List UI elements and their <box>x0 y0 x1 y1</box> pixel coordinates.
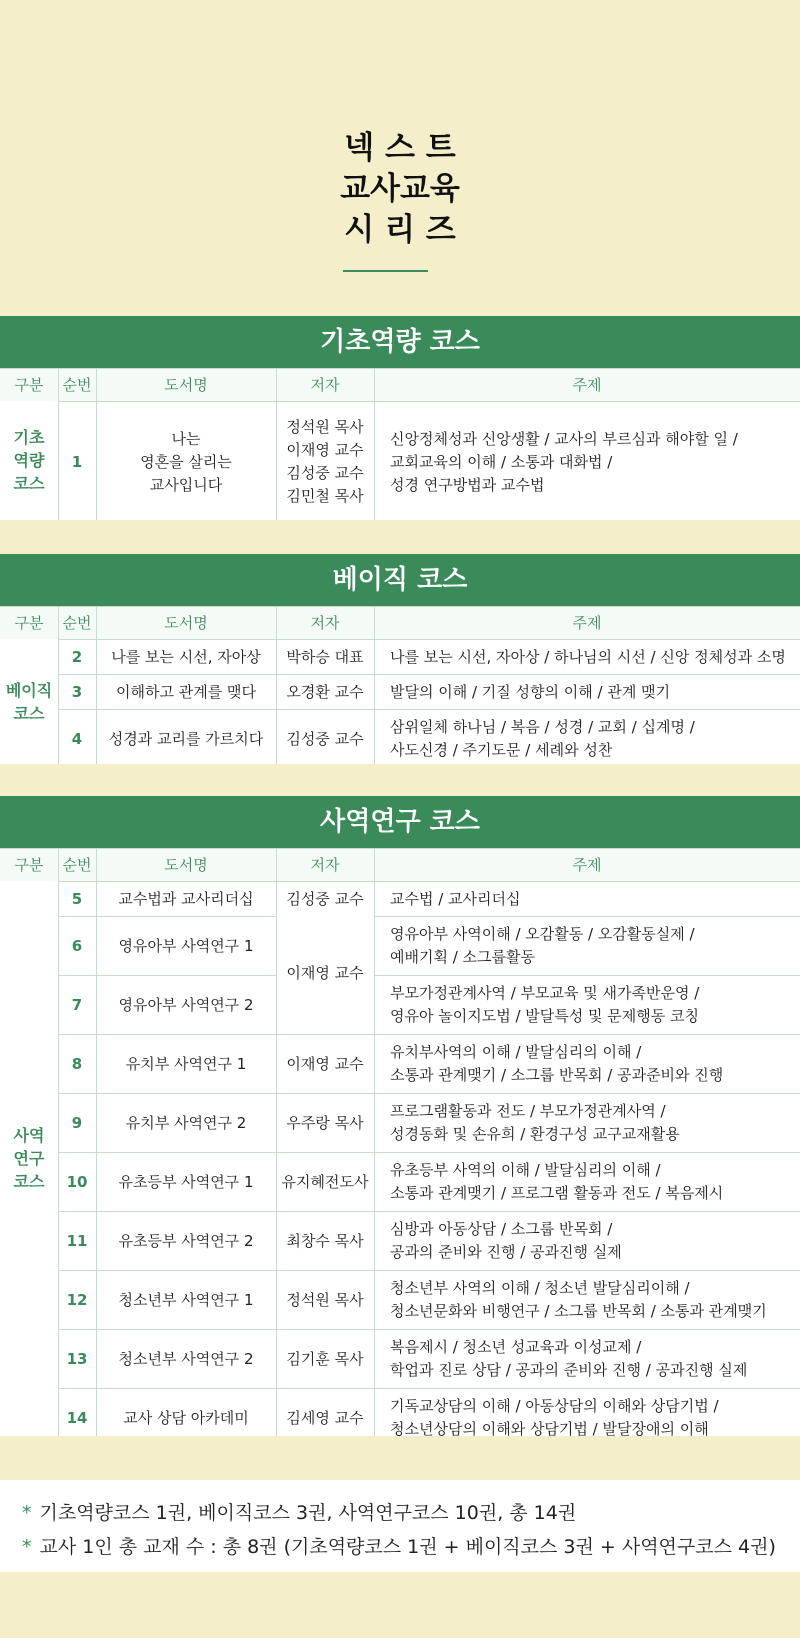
author-name: 오경환 교수 <box>286 682 364 701</box>
title-line-2: 교사교육 <box>340 171 460 207</box>
book-title: 교수법과 교사리더십 <box>118 889 254 908</box>
table-row <box>0 1211 800 1270</box>
book-title: 유초등부 사역연구 1 <box>118 1172 254 1191</box>
header-author: 저자 <box>310 375 340 394</box>
course-group-label: 사역 연구 코스 <box>0 881 58 1436</box>
table-row <box>0 1270 800 1329</box>
header-gubun: 구분 <box>14 613 44 632</box>
author-name: 김세영 교수 <box>286 1408 364 1427</box>
notes-box <box>0 1480 800 1572</box>
author-name: 유지혜전도사 <box>281 1172 369 1191</box>
table-row <box>0 1152 800 1211</box>
row-number: 11 <box>66 1231 88 1250</box>
table-row <box>0 401 800 522</box>
ministry-course-table <box>0 848 800 1436</box>
note-marker: * <box>22 1502 32 1524</box>
column-divider <box>276 368 277 520</box>
author-name: 김성중 교수 <box>286 729 364 748</box>
topic-text: 교수법 / 교사리더십 <box>390 889 521 908</box>
author-name: 우주랑 목사 <box>286 1113 364 1132</box>
header-gubun: 구분 <box>14 375 44 394</box>
title-line-1: 넥 스 트 <box>344 130 456 166</box>
merged-author-name: 이재영 교수 <box>276 915 374 1030</box>
row-number: 7 <box>71 995 83 1014</box>
note-1 <box>22 1498 576 1525</box>
book-title: 유치부 사역연구 2 <box>125 1113 247 1132</box>
book-title: 나를 보는 시선, 자아상 <box>111 647 261 666</box>
topic-text: 부모가정관계사역 / 부모교육 및 새가족반운영 / 영유아 놀이지도법 / 발달특성 및 문제행동 코칭 <box>390 984 700 1025</box>
topic-text: 프로그램활동과 전도 / 부모가정관계사역 / 성경동화 및 손유희 / 환경구성 교구교재활용 <box>390 1102 680 1143</box>
title-underline <box>343 270 428 272</box>
table-header-row <box>0 368 800 401</box>
header-author: 저자 <box>310 613 340 632</box>
topic-text: 청소년부 사역의 이해 / 청소년 발달심리이해 / 청소년문화와 비행연구 / 소그룹 반목회 / 소통과 관계맺기 <box>390 1279 767 1320</box>
table-row <box>0 709 800 768</box>
book-title: 청소년부 사역연구 2 <box>118 1349 254 1368</box>
row-number: 12 <box>66 1290 88 1309</box>
row-number: 2 <box>71 647 83 666</box>
column-divider <box>96 848 97 1436</box>
table-header-row <box>0 848 800 881</box>
header-book: 도서명 <box>164 613 208 632</box>
table-header-row <box>0 606 800 639</box>
author-name: 박하승 대표 <box>286 647 364 666</box>
note-marker: * <box>22 1536 32 1558</box>
table-row <box>0 1093 800 1152</box>
column-divider <box>276 848 277 1436</box>
topic-text: 신앙정체성과 신앙생활 / 교사의 부르심과 해야할 일 / 교회교육의 이해 / 소통과 대화법 / 성경 연구방법과 교수법 <box>390 429 738 494</box>
header-book: 도서명 <box>164 375 208 394</box>
column-divider <box>58 368 59 520</box>
ministry-course-header: 사역연구 코스 <box>0 796 800 848</box>
row-number: 8 <box>71 1054 83 1073</box>
topic-text: 복음제시 / 청소년 성교육과 이성교제 / 학업과 진로 상담 / 공과의 준비와 진행 / 공과진행 실제 <box>390 1338 748 1379</box>
column-divider <box>276 606 277 764</box>
column-divider <box>58 606 59 764</box>
note-2-text: 교사 1인 총 교재 수 : 총 8권 (기초역량코스 1권 + 베이직코스 3권 + 사역연구코스 4권) <box>39 1536 776 1558</box>
header-book: 도서명 <box>164 855 208 874</box>
row-number: 6 <box>71 936 83 955</box>
table-row <box>0 639 800 674</box>
table-row <box>0 1329 800 1388</box>
header-topic: 주제 <box>572 375 602 394</box>
book-title: 성경과 교리를 가르치다 <box>108 729 264 748</box>
note-2 <box>22 1532 776 1559</box>
book-title: 나는 영혼을 살리는 교사입니다 <box>140 429 232 494</box>
book-title: 유초등부 사역연구 2 <box>118 1231 254 1250</box>
author-name: 김성중 교수 <box>286 889 364 908</box>
topic-text: 심방과 아동상담 / 소그룹 반목회 / 공과의 준비와 진행 / 공과진행 실제 <box>390 1220 622 1261</box>
course-group-label: 기초 역량 코스 <box>0 401 58 520</box>
table-row <box>0 916 800 975</box>
topic-text: 유초등부 사역의 이해 / 발달심리의 이해 / 소통과 관계맺기 / 프로그램 활동과 전도 / 복음제시 <box>390 1161 724 1202</box>
topic-text: 나를 보는 시선, 자아상 / 하나님의 시선 / 신앙 정체성과 소명 <box>390 647 786 666</box>
header-num: 순번 <box>62 613 92 632</box>
topic-text: 삼위일체 하나님 / 복음 / 성경 / 교회 / 십계명 / 사도신경 / 주기도문 / 세례와 성찬 <box>390 718 695 759</box>
table-row <box>0 1034 800 1093</box>
column-divider <box>96 606 97 764</box>
author-name: 정석원 목사 <box>286 1290 364 1309</box>
note-1-text: 기초역량코스 1권, 베이직코스 3권, 사역연구코스 10권, 총 14권 <box>39 1502 577 1524</box>
header-topic: 주제 <box>572 855 602 874</box>
column-divider <box>96 368 97 520</box>
row-number: 5 <box>71 889 83 908</box>
title-line-3: 시 리 즈 <box>344 212 456 248</box>
book-title: 이해하고 관계를 맺다 <box>116 682 256 701</box>
row-number: 10 <box>66 1172 88 1191</box>
author-name: 이재영 교수 <box>286 1054 364 1073</box>
topic-text: 발달의 이해 / 기질 성향의 이해 / 관계 맺기 <box>390 682 671 701</box>
column-divider <box>374 606 375 764</box>
book-title: 영유아부 사역연구 2 <box>118 995 254 1014</box>
basic-course-table <box>0 368 800 520</box>
row-number: 1 <box>71 452 83 471</box>
basic2-course-table <box>0 606 800 764</box>
header-gubun: 구분 <box>14 855 44 874</box>
basic-course-header: 기초역량 코스 <box>0 316 800 368</box>
topic-text: 기독교상담의 이해 / 아동상담의 이해와 상담기법 / 청소년상담의 이해와 상담기법 / 발달장애의 이해 <box>390 1397 719 1438</box>
row-number: 13 <box>66 1349 88 1368</box>
author-name: 정석원 목사 이재영 교수 김성중 교수 김민철 목사 <box>286 418 364 505</box>
book-title: 교사 상담 아카데미 <box>123 1408 249 1427</box>
header-num: 순번 <box>62 855 92 874</box>
topic-text: 영유아부 사역이해 / 오감활동 / 오감활동실제 / 예배기획 / 소그룹활동 <box>390 925 695 966</box>
header-author: 저자 <box>310 855 340 874</box>
table-row <box>0 674 800 709</box>
author-name: 김기훈 목사 <box>286 1349 364 1368</box>
column-divider <box>58 848 59 1436</box>
basic2-course-header: 베이직 코스 <box>0 554 800 606</box>
book-title: 영유아부 사역연구 1 <box>118 936 254 955</box>
book-title: 유치부 사역연구 1 <box>125 1054 247 1073</box>
row-number: 3 <box>71 682 83 701</box>
table-row <box>0 881 800 916</box>
header-num: 순번 <box>62 375 92 394</box>
table-row <box>0 1388 800 1447</box>
book-title: 청소년부 사역연구 1 <box>118 1290 254 1309</box>
row-number: 4 <box>71 729 83 748</box>
course-group-label: 베이직 코스 <box>0 639 58 764</box>
topic-text: 유치부사역의 이해 / 발달심리의 이해 / 소통과 관계맺기 / 소그룹 반목회 / 공과준비와 진행 <box>390 1043 724 1084</box>
page-title <box>0 128 800 251</box>
header-topic: 주제 <box>572 613 602 632</box>
row-number: 9 <box>71 1113 83 1132</box>
author-name: 최창수 목사 <box>286 1231 364 1250</box>
row-number: 14 <box>66 1408 88 1427</box>
table-row <box>0 975 800 1034</box>
column-divider <box>374 848 375 1436</box>
column-divider <box>374 368 375 520</box>
